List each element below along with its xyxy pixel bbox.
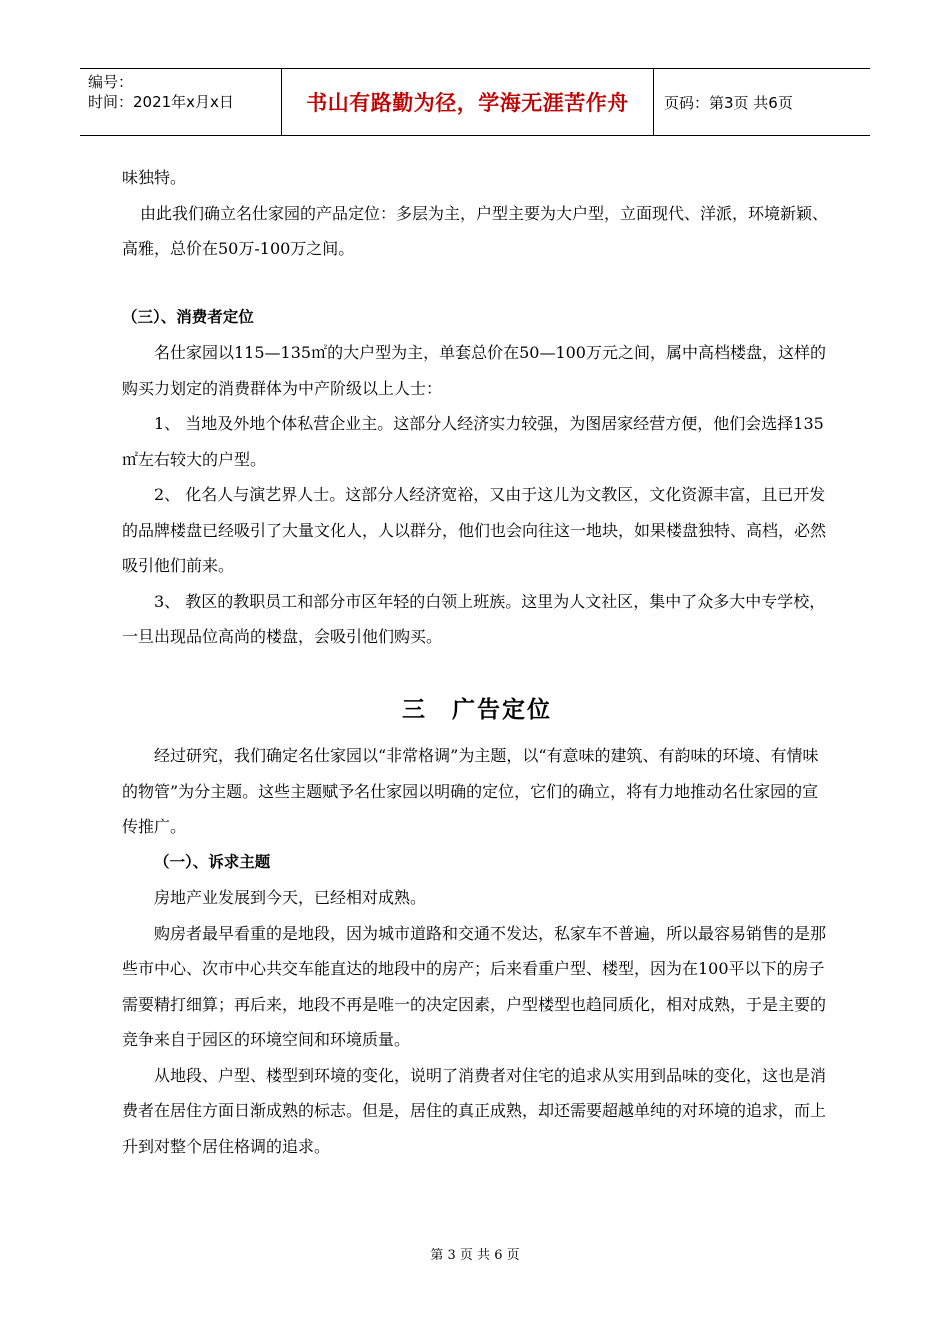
page-footer: 第 3 页 共 6 页	[430, 1248, 520, 1263]
list-item: 2、 化名人与演艺界人士。这部分人经济宽裕，又由于这儿为文教区，文化资源丰富，且已开发的品牌楼盘已经吸引了大量文化人，人以群分，他们也会向往这一地块，如果楼盘独特、高档，必然吸引他们前来。	[122, 485, 827, 575]
spacer	[122, 267, 832, 300]
paragraph: 味独特。	[122, 168, 187, 187]
paragraph: 房地产业发展到今天，已经相对成熟。	[154, 888, 427, 907]
paragraph: 从地段、户型、楼型到环境的变化，说明了消费者对住宅的追求从实用到品味的变化，这也是消费者在居住方面日渐成熟的标志。但是，居住的真正成熟，却还需要超越单纯的对环境的追求，而上升到对整个居住格调的追求。	[122, 1065, 827, 1156]
document-body	[122, 160, 832, 1164]
header-meta	[80, 69, 282, 135]
header-motto: 书山有路勤为径，学海无涯苦作舟	[306, 91, 629, 115]
header-number: 编号：	[88, 73, 134, 91]
header-date: 时间：2021年x月x日	[88, 93, 234, 111]
subheading-theme: （一）、诉求主题	[154, 852, 271, 871]
paragraph: 由此我们确立名仕家园的产品定位：多层为主，户型主要为大户型，立面现代、洋派，环境新颖、高雅，总价在50万-100万之间。	[122, 203, 829, 258]
spacer	[122, 728, 832, 738]
spacer	[122, 655, 832, 693]
section-title: 三 广告定位	[402, 696, 552, 723]
subheading-consumer: （三）、消费者定位	[122, 307, 254, 326]
paragraph: 经过研究，我们确定名仕家园以“非常格调”为主题，以“有意味的建筑、有韵味的环境、有情味的物管”为分主题。这些主题赋予名仕家园以明确的定位，它们的确立，将有力地推动名仕家园的宣传推广。	[122, 746, 819, 836]
list-item: 3、 教区的教职员工和部分市区年轻的白领上班族。这里为人文社区，集中了众多大中专学校，一旦出现品位高尚的楼盘，会吸引他们购买。	[122, 591, 826, 646]
list-item: 1、 当地及外地个体私营企业主。这部分人经济实力较强，为图居家经营方便，他们会选择135㎡左右较大的户型。	[122, 414, 824, 469]
paragraph: 名仕家园以115—135㎡的大户型为主，单套总价在50—100万元之间，属中高档楼盘，这样的购买力划定的消费群体为中产阶级以上人士：	[122, 343, 826, 398]
page-header	[80, 68, 870, 136]
header-page-label: 页码：第3页 共6页	[664, 93, 793, 112]
paragraph: 购房者最早看重的是地段，因为城市道路和交通不发达，私家车不普遍，所以最容易销售的是那些市中心、次市中心共交车能直达的地段中的房产；后来看重户型、楼型，因为在100平以下的房子需要精打细算；再后来，地段不再是唯一的决定因素，户型楼型也趋同质化，相对成熟，于是主要的竞争来自于园区的环境空间和环境质量。	[122, 923, 827, 1049]
header-motto-cell	[282, 69, 654, 135]
header-page-cell	[654, 69, 870, 135]
